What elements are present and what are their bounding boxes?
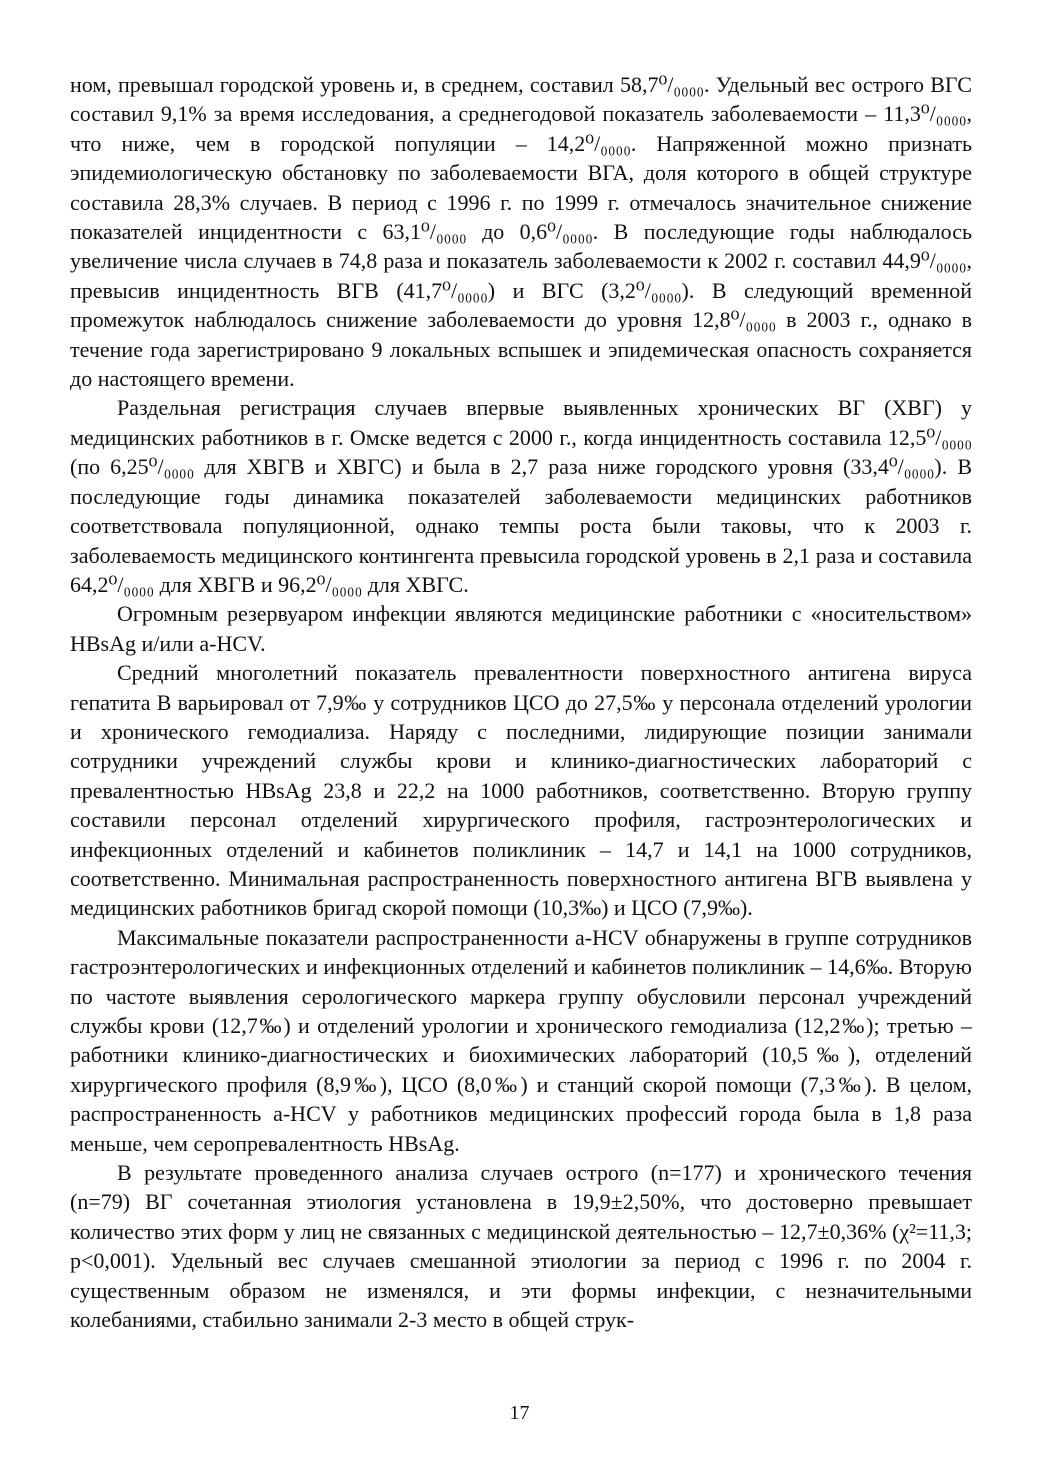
page-number: 17 xyxy=(509,1402,530,1424)
paragraph-infection-reservoir: Огромным резервуаром инфекции являются медицинские работники с «носительством» HBsAg и/или a-HCV. xyxy=(70,601,972,656)
paragraph-ahcv-prevalence: Максимальные показатели распространенности a-HCV обнаружены в группе сотрудников гастроэнтерологических и инфекционных отделений и кабинетов поликлиник – 14,6‰. Вторую по частоте выявления серологического маркера группу обусловили персонал учреждений службы крови (12,7‰) и отделений урологии и хронического гемодиализа (12,2‰); третью – работники клинико-диагностических и биохимических лабораторий (10,5‰), отделений хирургического профиля (8,9‰), ЦСО (8,0‰) и станций скорой помощи (7,3‰). В целом, распространенность a-HCV у работников медицинских профессий города была в 1,8 раза меньше, чем серопревалентность HBsAg. xyxy=(70,924,972,1156)
paragraph-continuation: ном, превышал городской уровень и, в среднем, составил 58,7⁰/₀₀₀₀. Удельный вес острого ВГС составил 9,1% за время исследования, а среднегодовой показатель заболеваемости – 11,3⁰/₀₀₀₀, что ниже, чем в городской популяции – 14,2⁰/₀₀₀₀. Напряженной можно признать эпидемиологическую обстановку по заболеваемости ВГА, доля которого в общей структуре составила 28,3% случаев. В период с 1996 г. по 1999 г. отмечалось значительное снижение показателей инцидентности с 63,1⁰/₀₀₀₀ до 0,6⁰/₀₀₀₀. В последующие годы наблюдалось увеличение числа случаев в 74,8 раза и показатель заболеваемости к 2002 г. составил 44,9⁰/₀₀₀₀, превысив инцидентность ВГВ (41,7⁰/₀₀₀₀) и ВГС (3,2⁰/₀₀₀₀). В следующий временной промежуток наблюдалось снижение заболеваемости до уровня 12,8⁰/₀₀₀₀ в 2003 г., однако в течение года зарегистрировано 9 локальных вспышек и эпидемическая опасность сохраняется до настоящего времени. xyxy=(70,72,972,392)
document-body xyxy=(70,70,972,1334)
paragraph-chronic-hepatitis-registration: Раздельная регистрация случаев впервые выявленных хронических ВГ (ХВГ) у медицинских работников в г. Омске ведется с 2000 г., когда инцидентность составила 12,5⁰/₀₀₀₀ (по 6,25⁰/₀₀₀₀ для ХВГВ и ХВГС) и была в 2,7 раза ниже городского уровня (33,4⁰/₀₀₀₀). В последующие годы динамика показателей заболеваемости медицинских работников соответствовала популяционной, однако темпы роста были таковы, что к 2003 г. заболеваемость медицинского контингента превысила городской уровень в 2,1 раза и составила 64,2⁰/₀₀₀₀ для ХВГВ и 96,2⁰/₀₀₀₀ для ХВГС. xyxy=(70,395,972,597)
paragraph-hbsag-prevalence: Средний многолетний показатель превалентности поверхностного антигена вируса гепатита В варьировал от 7,9‰ у сотрудников ЦСО до 27,5‰ у персонала отделений урологии и хронического гемодиализа. Наряду с последними, лидирующие позиции занимали сотрудники учреждений службы крови и клинико-диагностических лабораторий с превалентностью HBsAg 23,8 и 22,2 на 1000 работников, соответственно. Вторую группу составили персонал отделений хирургического профиля, гастроэнтерологических и инфекционных отделений и кабинетов поликлиник – 14,7 и 14,1 на 1000 сотрудников, соответственно. Минимальная распространенность поверхностного антигена ВГВ выявлена у медицинских работников бригад скорой помощи (10,3‰) и ЦСО (7,9‰). xyxy=(70,660,972,921)
paragraph-mixed-etiology: В результате проведенного анализа случаев острого (n=177) и хронического течения (n=79) ВГ сочетанная этиология установлена в 19,9±2,50%, что достоверно превышает количество этих форм у лиц не связанных с медицинской деятельностью – 12,7±0,36% (χ²=11,3; p<0,001). Удельный вес случаев смешанной этиологии за период с 1996 г. по 2004 г. существенным образом не изменялся, и эти формы инфекции, с незначительными колебаниями, стабильно занимали 2-3 место в общей струк- xyxy=(70,1160,972,1333)
